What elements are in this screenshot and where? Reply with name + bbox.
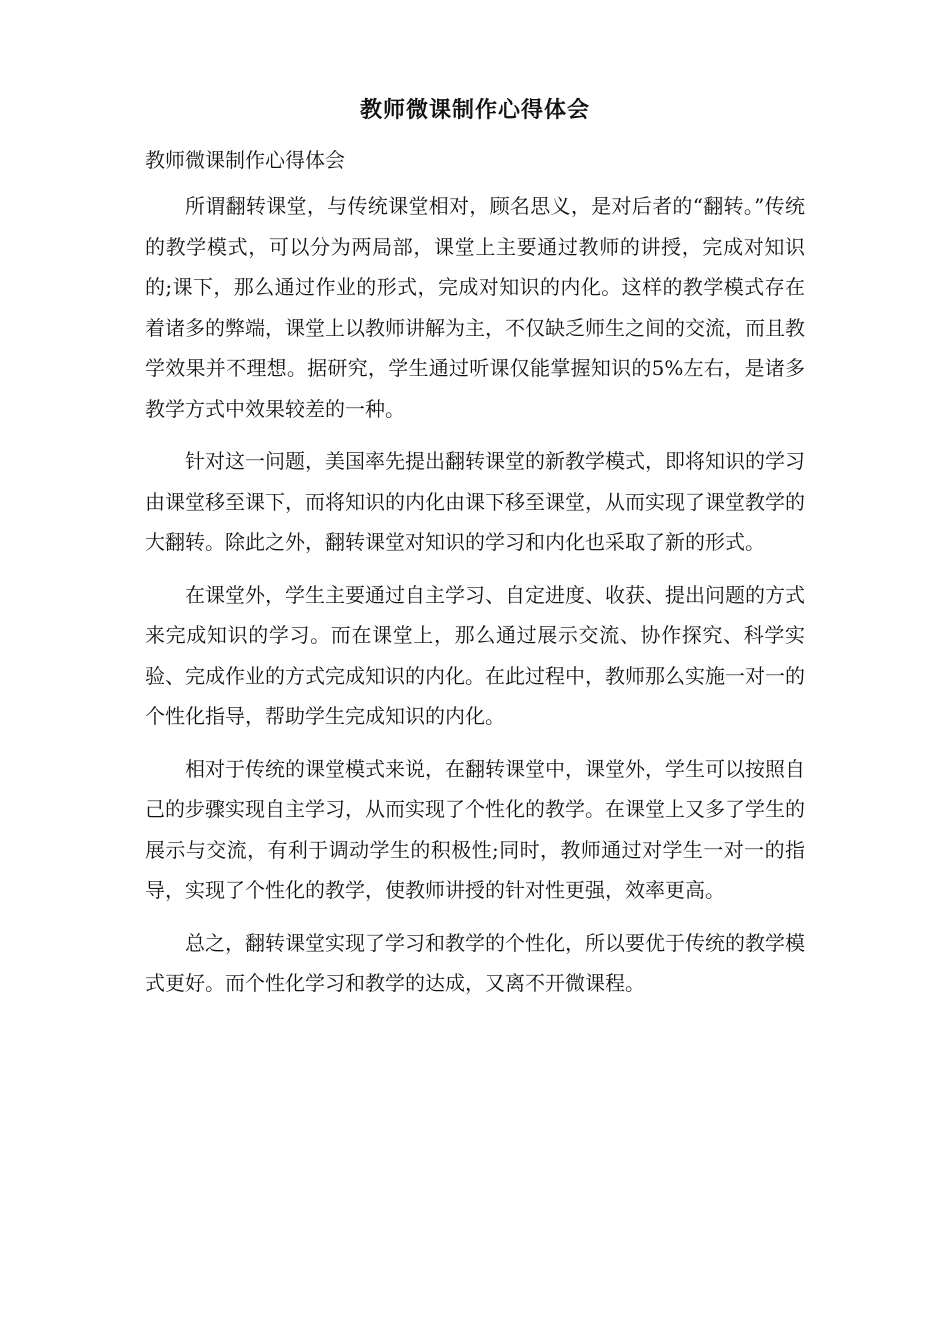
paragraph: 总之，翻转课堂实现了学习和教学的个性化，所以要优于传统的教学模式更好。而个性化学习和教学的达成，又离不开微课程。 [145, 930, 805, 995]
document-body [145, 186, 805, 1016]
paragraph: 相对于传统的课堂模式来说，在翻转课堂中，课堂外，学生可以按照自己的步骤实现自主学习，从而实现了个性化的教学。在课堂上又多了学生的展示与交流，有利于调动学生的积极性;同时，教师通过对学生一对一的指导，实现了个性化的教学，使教师讲授的针对性更强，效率更高。 [145, 756, 805, 902]
document-subtitle: 教师微课制作心得体会 [145, 148, 345, 172]
document-title: 教师微课制作心得体会 [359, 97, 590, 123]
paragraph: 针对这一问题，美国率先提出翻转课堂的新教学模式，即将知识的学习由课堂移至课下，而将知识的内化由课下移至课堂，从而实现了课堂教学的大翻转。除此之外，翻转课堂对知识的学习和内化也采取了新的形式。 [145, 449, 805, 554]
paragraph: 在课堂外，学生主要通过自主学习、自定进度、收获、提出问题的方式来完成知识的学习。而在课堂上，那么通过展示交流、协作探究、科学实验、完成作业的方式完成知识的内化。在此过程中，教师那么实施一对一的个性化指导，帮助学生完成知识的内化。 [145, 582, 805, 728]
paragraph: 所谓翻转课堂，与传统课堂相对，顾名思义，是对后者的“翻转。”传统的教学模式，可以分为两局部，课堂上主要通过教师的讲授，完成对知识的;课下，那么通过作业的形式，完成对知识的内化。这样的教学模式存在着诸多的弊端，课堂上以教师讲解为主，不仅缺乏师生之间的交流，而且教学效果并不理想。据研究，学生通过听课仅能掌握知识的5%左右，是诸多教学方式中效果较差的一种。 [145, 194, 805, 421]
